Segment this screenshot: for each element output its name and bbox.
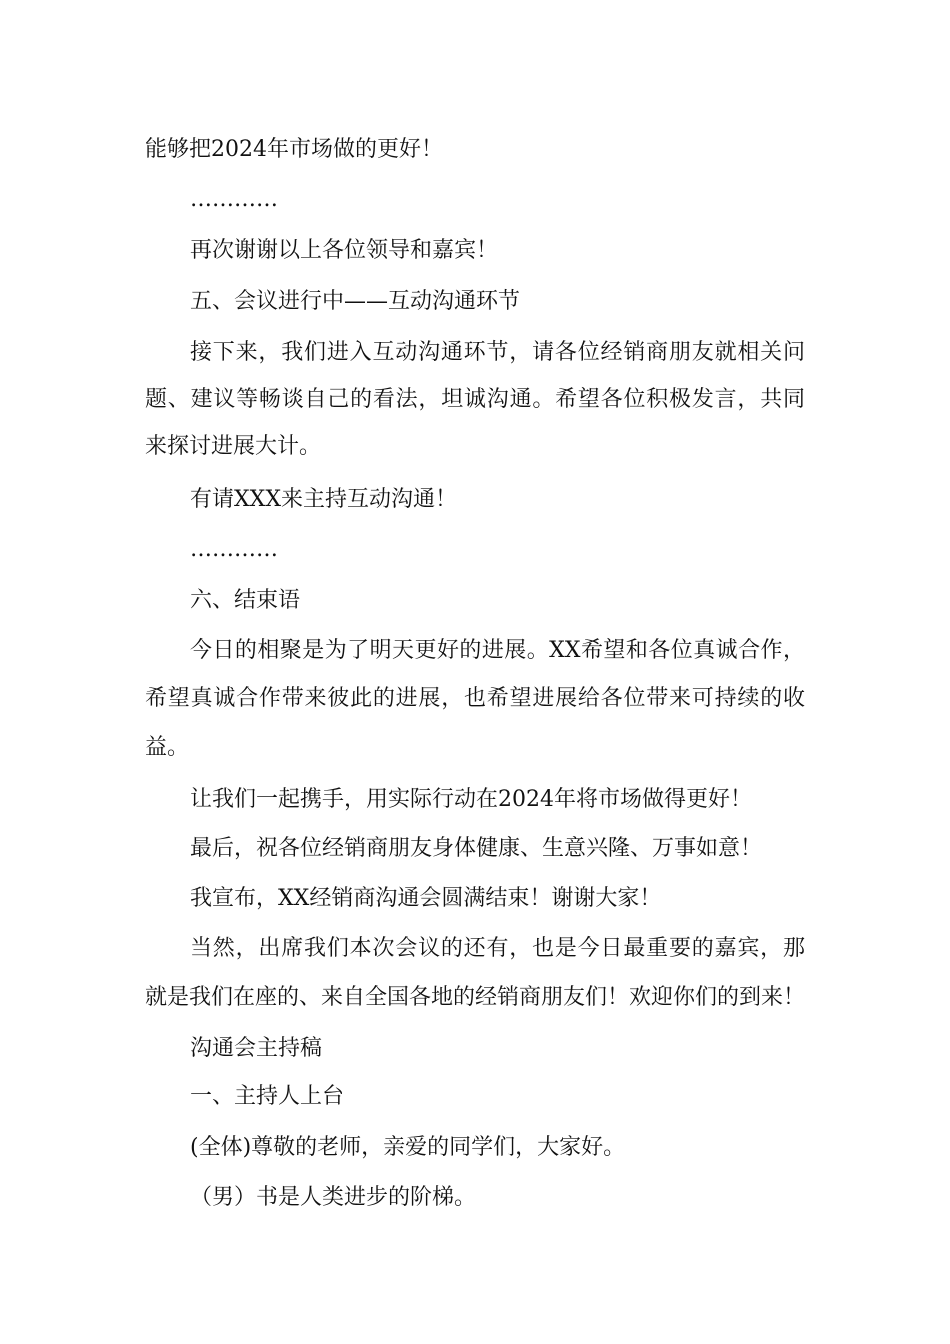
paragraph-line: 最后，祝各位经销商朋友身体健康、生意兴隆、万事如意！ (190, 836, 763, 861)
paragraph-line: 我宣布，XX经销商沟通会圆满结束！谢谢大家！ (190, 886, 662, 911)
paragraph-line: （男）书是人类进步的阶梯。 (190, 1185, 477, 1210)
section-heading-1: 一、主持人上台 (190, 1084, 345, 1109)
ellipsis-line: ………… (190, 187, 278, 212)
paragraph-line: 让我们一起携手，用实际行动在2024年将市场做得更好！ (190, 787, 752, 812)
paragraph-line: 有请XXX来主持互动沟通！ (190, 487, 457, 512)
text-line-continuation: 能够把2024年市场做的更好！ (145, 137, 443, 162)
paragraph-line: 当然，出席我们本次会议的还有，也是今日最重要的嘉宾，那 (190, 936, 805, 961)
paragraph-line: 希望真诚合作带来彼此的进展，也希望进展给各位带来可持续的收 (145, 686, 805, 711)
paragraph-line: 题、建议等畅谈自己的看法，坦诚沟通。希望各位积极发言，共同 (145, 387, 805, 412)
paragraph-line: 今日的相聚是为了明天更好的进展。XX希望和各位真诚合作， (190, 638, 805, 663)
paragraph-line: 来探讨进展大计。 (145, 434, 322, 459)
paragraph-line: 接下来，我们进入互动沟通环节，请各位经销商朋友就相关问 (190, 340, 805, 365)
ellipsis-line: ………… (190, 537, 278, 562)
section-heading-6: 六、结束语 (190, 588, 301, 613)
text-line-thanks: 再次谢谢以上各位领导和嘉宾！ (190, 238, 499, 263)
paragraph-line: 益。 (145, 735, 190, 760)
section-title: 沟通会主持稿 (190, 1036, 323, 1061)
paragraph-line: (全体)尊敬的老师，亲爱的同学们，大家好。 (190, 1135, 626, 1160)
section-heading-5: 五、会议进行中——互动沟通环节 (190, 289, 521, 314)
paragraph-line: 就是我们在座的、来自全国各地的经销商朋友们！欢迎你们的到来！ (145, 985, 806, 1010)
